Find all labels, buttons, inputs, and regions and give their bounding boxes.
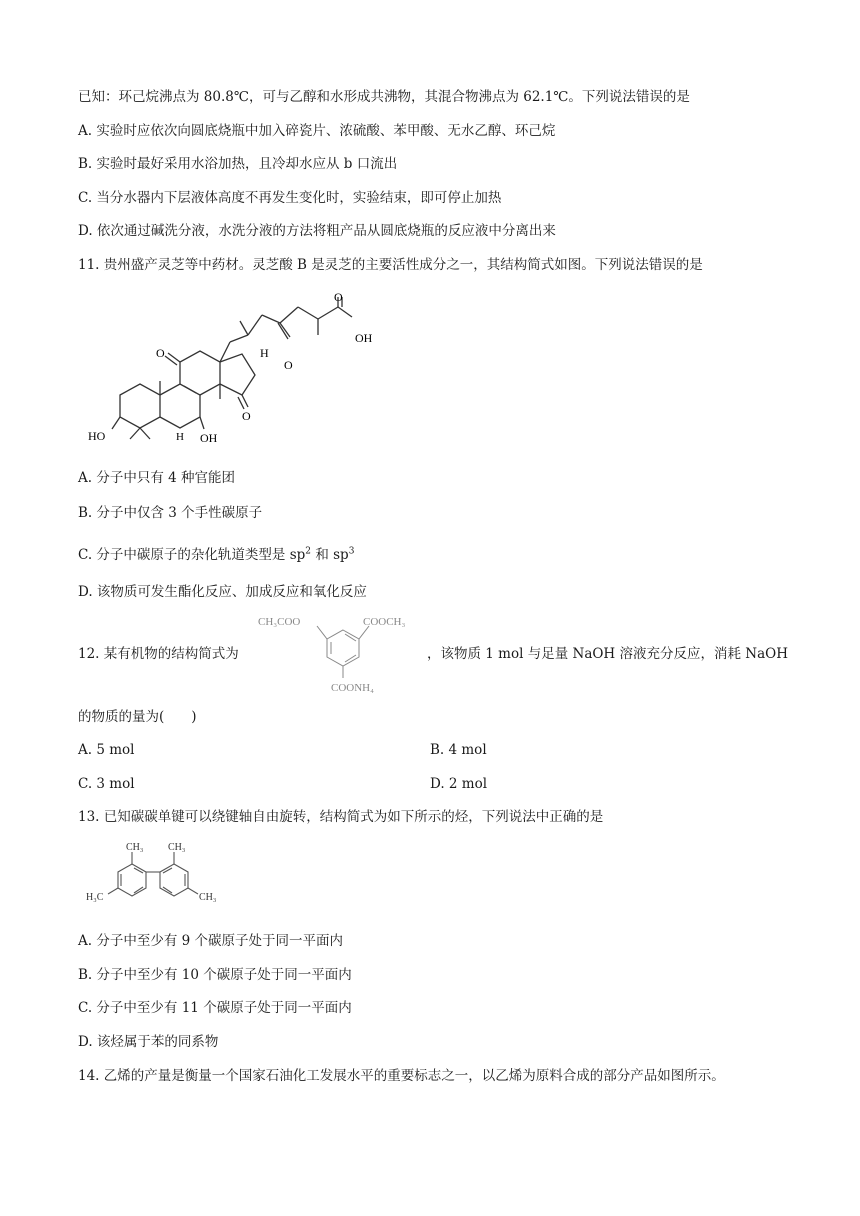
- ammonium-carboxylate-label: COONH₄: [331, 682, 374, 694]
- aromatic-ester-structure: [255, 612, 430, 694]
- acid-carbonyl-o: O: [334, 290, 343, 304]
- q11-option-d: D. 该物质可发生酯化反应、加成反应和氧化反应: [78, 584, 367, 600]
- q11-option-c: [78, 545, 354, 565]
- acetoxy-label: CH₃COO: [258, 616, 301, 628]
- q11-option-b: B. 分子中仅含 3 个手性碳原子: [78, 505, 263, 521]
- q12-stem-prefix: 12. 某有机物的结构简式为: [78, 646, 239, 662]
- q10-option-d: D. 依次通过碱洗分液，水洗分液的方法将粗产品从圆底烧瓶的反应液中分离出来: [78, 223, 556, 239]
- ketone-o-label: O: [284, 358, 293, 372]
- q12-option-a: A. 5 mol: [78, 742, 135, 758]
- dimethylbiphenyl-structure: [82, 838, 232, 920]
- q12-option-b: B. 4 mol: [430, 742, 487, 758]
- q11-stem: 11. 贵州盛产灵芝等中药材。灵芝酸 B 是灵芝的主要活性成分之一，其结构简式如图。下列说法错误的是: [78, 257, 703, 273]
- c15-o-label: O: [242, 409, 251, 423]
- acid-oh-label: OH: [355, 331, 373, 345]
- c7-oh-label: OH: [200, 431, 218, 445]
- q13-stem: 13. 已知碳碳单键可以绕键轴自由旋转，结构简式为如下所示的烃，下列说法中正确的是: [78, 809, 604, 825]
- q13-option-a: A. 分子中至少有 9 个碳原子处于同一平面内: [78, 933, 344, 949]
- q10-known-text: 已知：环己烷沸点为 80.8℃，可与乙醇和水形成共沸物，其混合物沸点为 62.1℃。下列说法错误的是: [78, 89, 690, 105]
- methyl-label-b: CH₃: [168, 842, 186, 853]
- methyl-label-a: CH₃: [126, 842, 144, 853]
- ganoderic-acid-structure: [80, 287, 400, 457]
- q11-option-a: A. 分子中只有 4 种官能团: [78, 470, 236, 486]
- sp3-superscript: 3: [348, 546, 355, 557]
- q10-option-b: B. 实验时最好采用水浴加热，且冷却水应从 b 口流出: [78, 156, 398, 172]
- c3-ho-label: HO: [88, 429, 106, 443]
- ring-h-label: H: [260, 346, 269, 360]
- q10-option-c: C. 当分水器内下层液体高度不再发生变化时，实验结束，即可停止加热: [78, 190, 502, 206]
- methyl-label-right: CH₃: [199, 892, 217, 903]
- c11-o-label: O: [156, 346, 165, 360]
- q12-option-d: D. 2 mol: [430, 776, 488, 792]
- q13-option-c: C. 分子中至少有 11 个碳原子处于同一平面内: [78, 1000, 352, 1016]
- q11-option-c-prefix: C. 分子中碳原子的杂化轨道类型是 sp: [78, 547, 306, 563]
- q12-stem-continued: 的物质的量为( ): [78, 709, 197, 725]
- q10-option-a: A. 实验时应依次向圆底烧瓶中加入碎瓷片、浓硫酸、苯甲酸、无水乙醇、环己烷: [78, 123, 556, 139]
- q12-stem-suffix: ，该物质 1 mol 与足量 NaOH 溶液充分反应，消耗 NaOH: [427, 646, 788, 662]
- q14-stem: 14. 乙烯的产量是衡量一个国家石油化工发展水平的重要标志之一，以乙烯为原料合成的部分产品如图所示。: [78, 1068, 725, 1084]
- sp2-superscript: 2: [305, 546, 312, 557]
- q11-option-c-mid: 和 sp: [311, 547, 349, 563]
- c5-h-label: H: [176, 431, 184, 443]
- methyl-label-left: H₃C: [86, 892, 104, 903]
- q13-option-b: B. 分子中至少有 10 个碳原子处于同一平面内: [78, 967, 352, 983]
- q13-option-d: D. 该烃属于苯的同系物: [78, 1034, 219, 1050]
- methyl-ester-label: COOCH₃: [363, 616, 406, 628]
- q12-option-c: C. 3 mol: [78, 776, 135, 792]
